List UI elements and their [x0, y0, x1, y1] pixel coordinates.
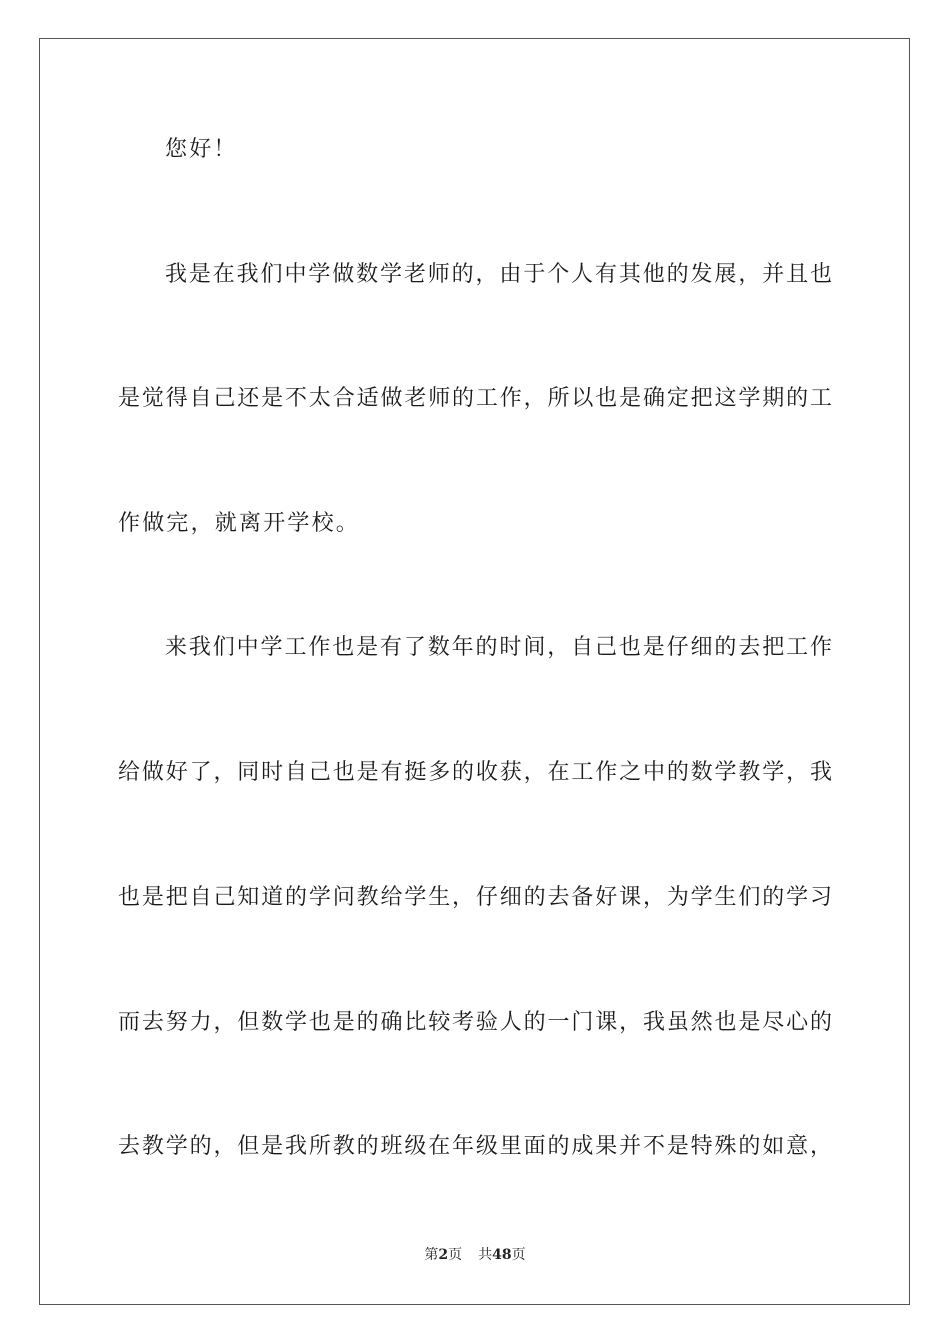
paragraph-1-line-1: 我是在我们中学做数学老师的，由于个人有其他的发展，并且也	[165, 262, 832, 287]
page-suffix: 页	[448, 1247, 463, 1263]
paragraph-2-line-3: 也是把自己知道的学问教给学生，仔细的去备好课，为学生们的学习	[118, 885, 832, 910]
page-number: 2	[438, 1247, 449, 1263]
page-footer	[0, 1246, 950, 1264]
page-frame	[39, 38, 910, 1305]
paragraph-1-line-2: 是觉得自己还是不太合适做老师的工作，所以也是确定把这学期的工	[118, 386, 832, 411]
total-suffix: 页	[511, 1247, 526, 1263]
paragraph-1-line-3: 作做完，就离开学校。	[118, 511, 361, 536]
paragraph-2-line-5: 去教学的，但是我所教的班级在年级里面的成果并不是特殊的如意，	[118, 1134, 832, 1159]
greeting-line: 您好！	[165, 137, 238, 162]
paragraph-2-line-4: 而去努力，但数学也是的确比较考验人的一门课，我虽然也是尽心的	[118, 1010, 832, 1035]
page-prefix: 第	[424, 1247, 439, 1263]
paragraph-2-line-1: 来我们中学工作也是有了数年的时间，自己也是仔细的去把工作	[165, 635, 832, 660]
total-prefix: 共	[478, 1247, 493, 1263]
total-pages: 48	[492, 1247, 512, 1263]
paragraph-2-line-2: 给做好了，同时自己也是有挺多的收获，在工作之中的数学教学，我	[118, 760, 832, 785]
